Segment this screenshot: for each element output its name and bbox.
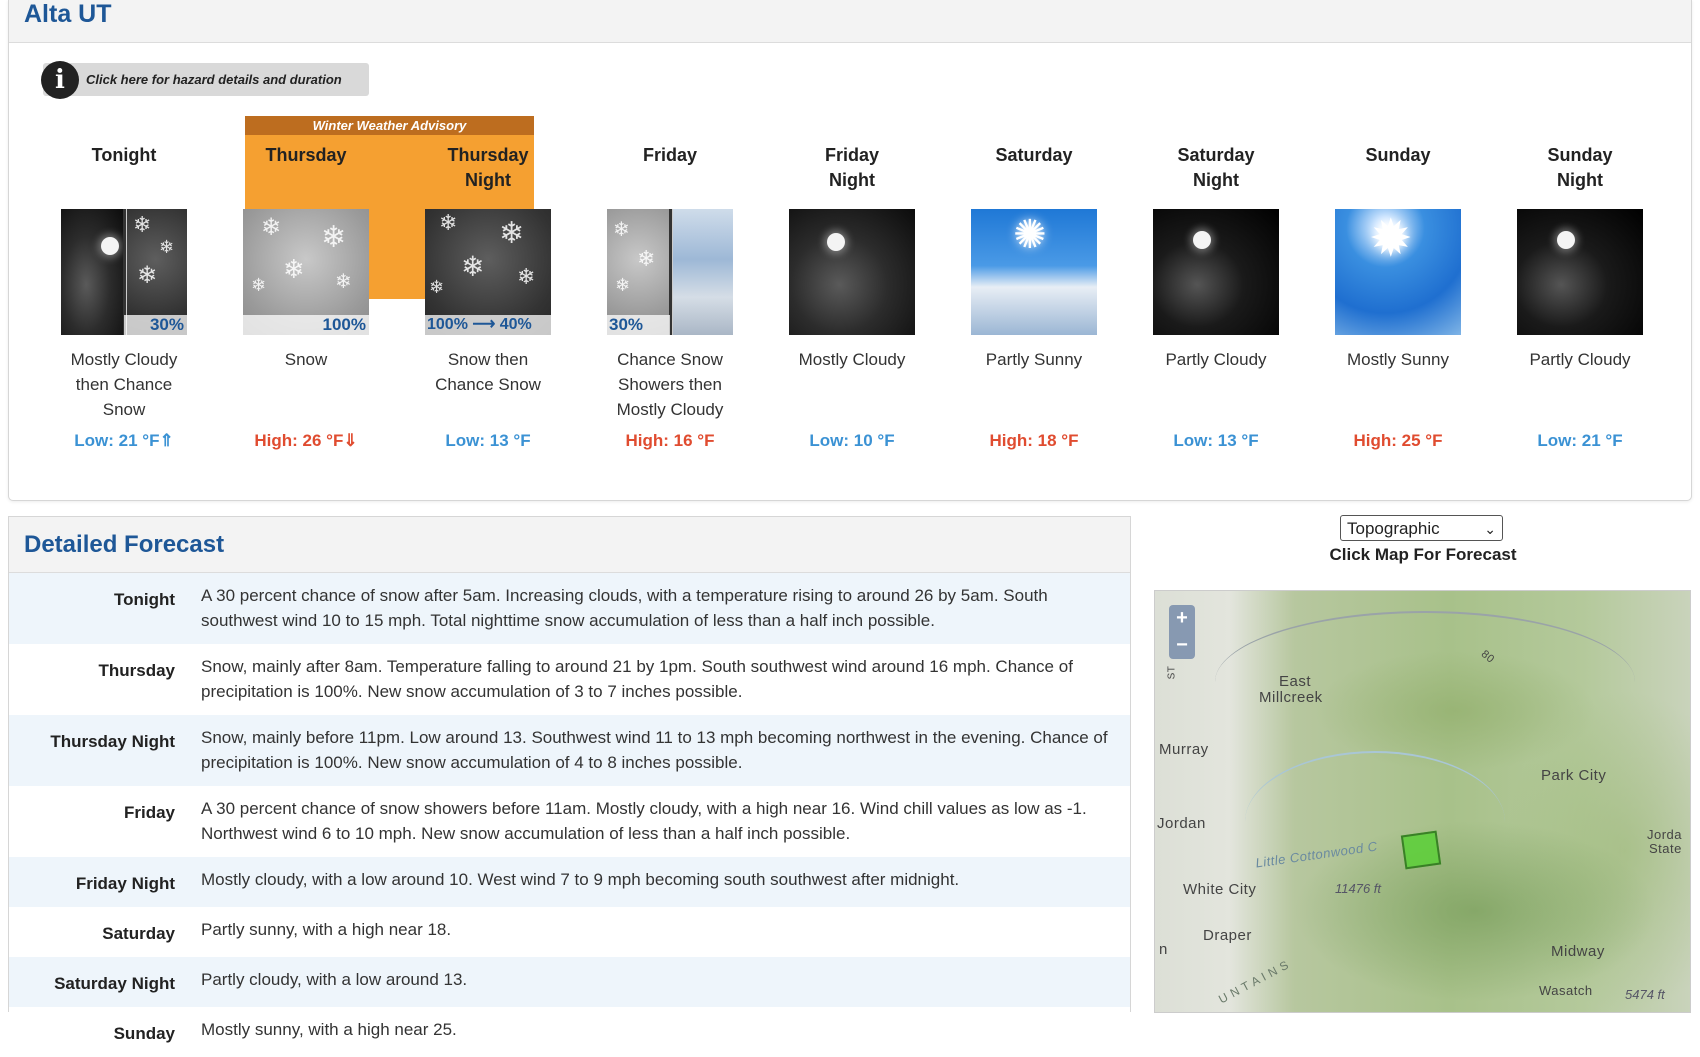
detailed-row-label: Thursday Night xyxy=(50,732,175,751)
forecast-period-thursday-night[interactable] xyxy=(397,143,579,451)
chevron-down-icon: ⌄ xyxy=(1484,521,1496,537)
forecast-period-friday-night[interactable] xyxy=(761,143,943,451)
period-description: Partly Cloudy xyxy=(1165,350,1267,369)
period-description: Chance Snow Showers then Mostly Cloudy xyxy=(616,350,724,419)
forecast-period-friday[interactable] xyxy=(579,143,761,451)
detailed-row-text: Snow, mainly before 11pm. Low around 13. Southwest wind 11 to 13 mph becoming northwest in the evening. Chance of precipitation is 100%. New snow accumulation of 4 to 8 inches possible. xyxy=(201,728,1108,772)
forecast-period-sunday-night[interactable] xyxy=(1489,143,1671,451)
detailed-row-label: Thursday xyxy=(98,661,175,680)
period-name: Saturday Night xyxy=(1177,145,1255,190)
period-temperature: High: 16 °F xyxy=(625,431,715,450)
period-description: Mostly Sunny xyxy=(1346,350,1450,369)
map-label: East xyxy=(1279,673,1312,690)
period-name: Thursday Night xyxy=(447,145,529,190)
detailed-row-label: Tonight xyxy=(113,590,175,609)
period-temperature: Low: 21 °F⇑ xyxy=(74,431,174,450)
location-title: Alta UT xyxy=(24,0,112,28)
map-label: Jorda xyxy=(1647,827,1683,842)
forecast-panel xyxy=(8,0,1692,501)
detailed-row-text: Partly sunny, with a high near 18. xyxy=(201,920,452,939)
map-label: White City xyxy=(1183,881,1257,898)
night-partly-cloudy-icon[interactable] xyxy=(1517,209,1643,335)
info-icon: i xyxy=(41,61,79,99)
night-snow-icon[interactable]: ❄ ❄ ❄ ❄ ❄ 100% ⟶ 40% xyxy=(425,209,551,335)
hazard-link-text: Click here for hazard details and duration xyxy=(86,72,342,87)
partly-sunny-icon[interactable]: ✺ xyxy=(971,209,1097,335)
forecast-period-saturday-night[interactable] xyxy=(1125,143,1307,451)
map-label: Little Cottonwood C xyxy=(1254,838,1379,871)
forecast-map[interactable] xyxy=(1154,590,1691,1013)
forecast-period-tonight[interactable] xyxy=(33,143,215,451)
map-road xyxy=(1215,611,1635,753)
period-temperature: High: 26 °F⇓ xyxy=(254,431,358,450)
period-temperature: High: 18 °F xyxy=(989,431,1079,450)
detailed-row-text: Mostly cloudy, with a low around 10. West wind 7 to 9 mph becoming south southwest after midnight. xyxy=(201,870,960,889)
map-label: Wasatch xyxy=(1539,983,1593,998)
zoom-control xyxy=(1169,605,1195,659)
detailed-row-label: Friday Night xyxy=(75,874,175,893)
map-instruction: Click Map For Forecast xyxy=(1329,545,1517,564)
detailed-row-label: Sunday xyxy=(113,1024,175,1043)
detailed-row-label: Saturday Night xyxy=(54,974,175,993)
map-label: 5474 ft xyxy=(1625,987,1665,1002)
panel-header xyxy=(9,0,1691,43)
snow-icon[interactable]: ❄ ❄ ❄ ❄ ❄ 100% xyxy=(243,209,369,335)
period-temperature: Low: 21 °F xyxy=(1537,431,1623,450)
map-river xyxy=(1245,751,1505,893)
advisory-label[interactable]: Winter Weather Advisory xyxy=(245,116,534,135)
map-label: Midway xyxy=(1551,943,1605,960)
detailed-forecast-header xyxy=(9,517,1130,573)
period-description: Partly Sunny xyxy=(985,350,1083,369)
detailed-row-text: Snow, mainly after 8am. Temperature falling to around 21 by 1pm. South southwest wind around 16 mph. Chance of precipitation is 100%. New snow accumulation of 3 to 7 inches possible. xyxy=(201,657,1073,701)
night-cloudy-then-snow-icon[interactable]: ❄ ❄ ❄ 30% xyxy=(61,209,187,335)
zoom-in-button[interactable]: + xyxy=(1176,607,1188,629)
detailed-forecast-title: Detailed Forecast xyxy=(24,531,225,558)
period-temperature: Low: 10 °F xyxy=(809,431,895,450)
period-description: Snow xyxy=(284,350,328,369)
zoom-out-button[interactable]: − xyxy=(1176,634,1188,656)
map-type-select[interactable] xyxy=(1340,515,1503,541)
period-temperature: High: 25 °F xyxy=(1353,431,1443,450)
map-label: 80 xyxy=(1478,648,1497,666)
period-name: Thursday xyxy=(265,145,347,165)
hazard-details-button[interactable] xyxy=(43,63,369,96)
night-partly-cloudy-icon[interactable] xyxy=(1153,209,1279,335)
precip-percent: 100% ⟶ 40% xyxy=(425,315,551,335)
period-temperature: Low: 13 °F xyxy=(1173,431,1259,450)
period-name: Sunday xyxy=(1365,145,1431,165)
detailed-forecast-panel xyxy=(8,516,1131,1043)
map-label: Murray xyxy=(1159,741,1209,758)
detailed-row xyxy=(9,907,1130,957)
period-temperature: Low: 13 °F xyxy=(445,431,531,450)
detailed-row xyxy=(9,857,1130,907)
map-label: State xyxy=(1649,841,1682,856)
map-label: Millcreek xyxy=(1259,689,1323,706)
period-description: Mostly Cloudy xyxy=(798,350,906,369)
map-label: n xyxy=(1159,941,1168,958)
map-type-value: Topographic xyxy=(1347,519,1440,538)
detailed-row xyxy=(9,644,1130,715)
detailed-row-label: Friday xyxy=(123,803,175,822)
forecast-location-marker[interactable] xyxy=(1401,831,1441,870)
forecast-period-saturday[interactable] xyxy=(943,143,1125,451)
period-name: Sunday Night xyxy=(1547,145,1613,190)
detailed-row xyxy=(9,573,1130,644)
period-name: Tonight xyxy=(91,145,157,165)
forecast-period-thursday[interactable] xyxy=(215,143,397,451)
detailed-row-label: Saturday xyxy=(102,924,175,943)
detailed-row xyxy=(9,957,1130,1007)
detailed-row-text: Mostly sunny, with a high near 25. xyxy=(201,1020,457,1039)
forecast-period-sunday[interactable] xyxy=(1307,143,1489,451)
map-label: 11476 ft xyxy=(1335,881,1382,896)
precip-percent: 100% xyxy=(243,315,369,335)
map-label: U N T A I N S xyxy=(1216,957,1292,1007)
detailed-row-text: Partly cloudy, with a low around 13. xyxy=(201,970,468,989)
map-label: ST xyxy=(1166,665,1178,680)
period-name: Friday xyxy=(642,145,698,165)
precip-percent: 30% xyxy=(124,315,187,335)
detailed-row xyxy=(9,786,1130,857)
snow-showers-then-cloudy-icon[interactable]: ❄ ❄ ❄ 30% xyxy=(607,209,733,335)
map-label: Park City xyxy=(1541,767,1607,784)
period-description: Snow then Chance Snow xyxy=(435,350,541,394)
detailed-row xyxy=(9,1007,1130,1057)
map-label: Draper xyxy=(1203,927,1252,944)
period-name: Saturday xyxy=(995,145,1073,165)
night-mostly-cloudy-icon[interactable] xyxy=(789,209,915,335)
detailed-row-text: A 30 percent chance of snow after 5am. Increasing clouds, with a temperature rising to around 26 by 5am. South southwest wind 10 to 15 mph. Total nighttime snow accumulation of less than a half inch possible. xyxy=(201,586,1048,630)
period-description: Partly Cloudy xyxy=(1529,350,1631,369)
mostly-sunny-icon[interactable]: ✹ xyxy=(1335,209,1461,335)
period-description: Mostly Cloudy then Chance Snow xyxy=(70,350,178,419)
map-label: Jordan xyxy=(1157,815,1206,832)
detailed-row xyxy=(9,715,1130,786)
precip-percent: 30% xyxy=(607,315,670,335)
period-name: Friday Night xyxy=(824,145,880,190)
detailed-row-text: A 30 percent chance of snow showers before 11am. Mostly cloudy, with a high near 16. Wind chill values as low as -1. Northwest wind 6 to 10 mph. New snow accumulation of less than a half inch possible. xyxy=(201,799,1087,843)
